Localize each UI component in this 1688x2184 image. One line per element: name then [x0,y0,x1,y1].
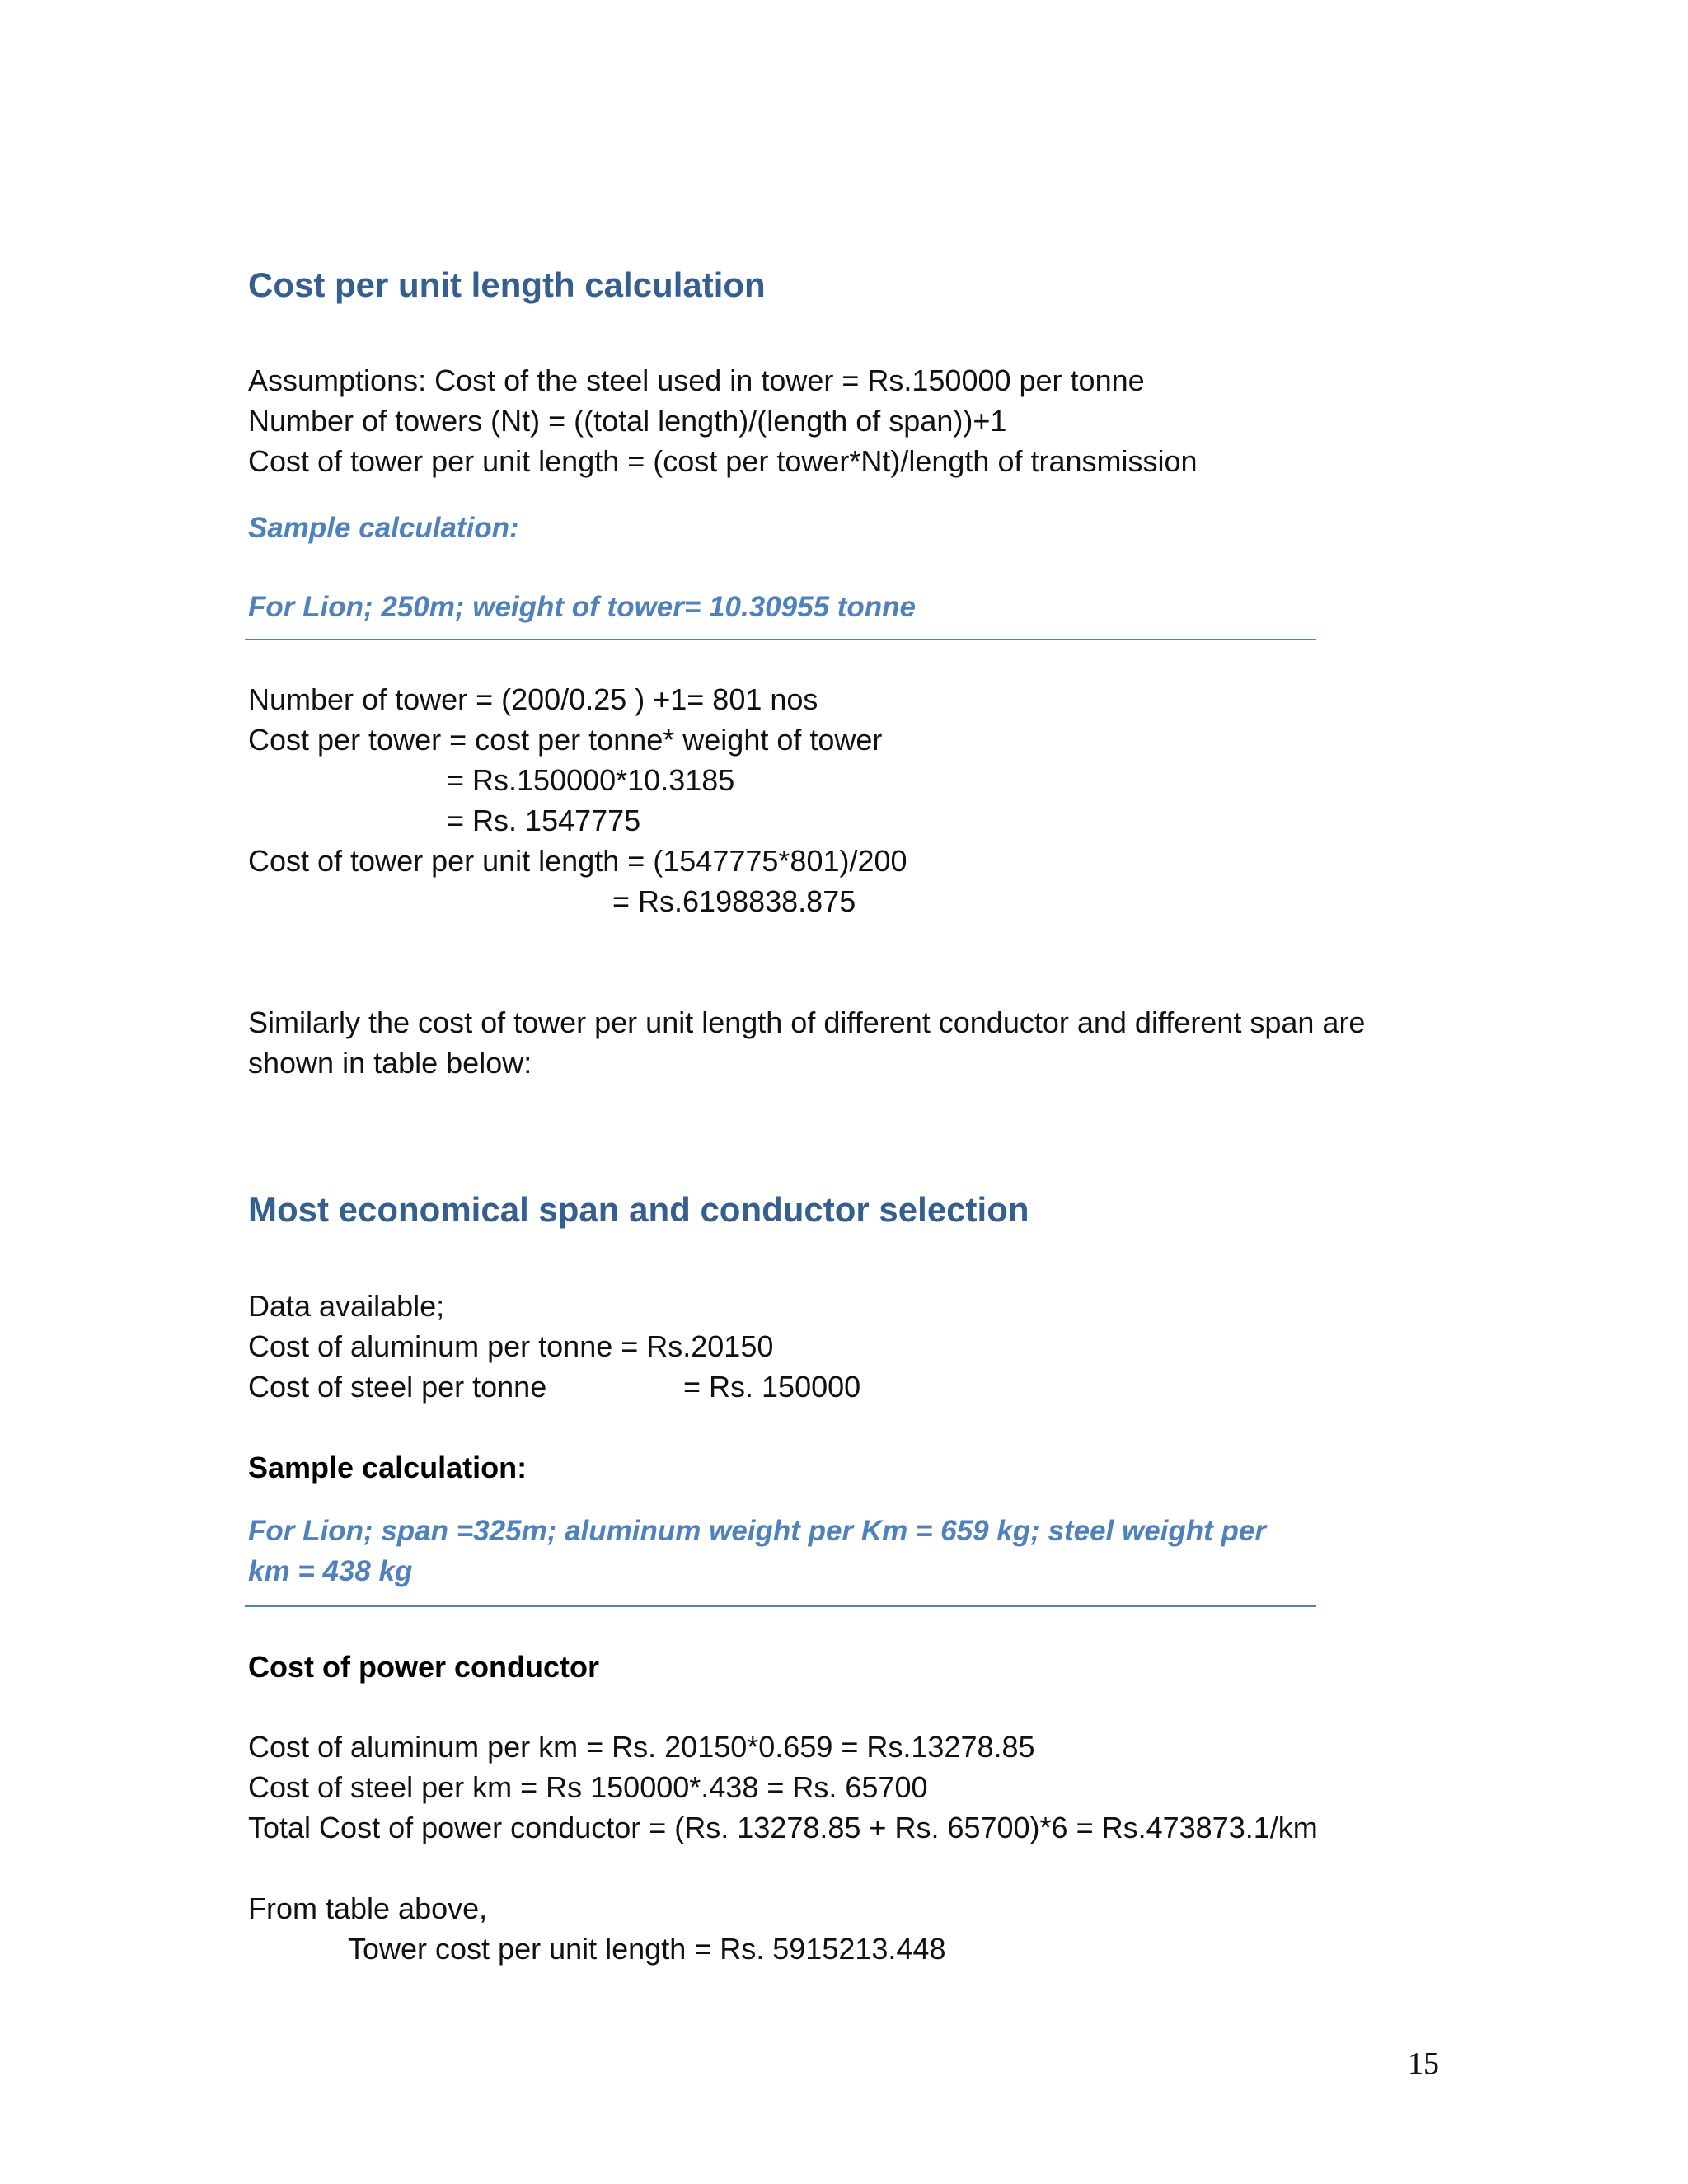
similarly-text: shown in table below: [248,1046,532,1080]
similarly-text: Similarly the cost of tower per unit length of different conductor and different span are [248,1005,1366,1039]
data-line-value: = Rs. 150000 [683,1370,861,1404]
data-line: Data available; [248,1289,445,1323]
from-table-text: From table above, [248,1891,488,1925]
data-line: Cost of steel per tonne [248,1370,547,1404]
sample-calculation-label: Sample calculation: [248,1451,528,1484]
data-line: Cost of aluminum per tonne = Rs.20150 [248,1329,774,1363]
calc-line: Total Cost of power conductor = (Rs. 13278.85 + Rs. 65700)*6 = Rs.473873.1/km [248,1811,1318,1844]
towers-formula-line: Number of towers (Nt) = ((total length)/(length of span))+1 [248,404,1007,438]
page-number: 15 [1408,2046,1439,2081]
calc-line: Cost of steel per km = Rs 150000*.438 = Rs. 65700 [248,1770,928,1804]
assumption-line: Assumptions: Cost of the steel used in tower = Rs.150000 per tonne [248,363,1145,397]
cost-of-power-conductor-heading: Cost of power conductor [248,1650,599,1684]
calc-line: Cost of tower per unit length = (1547775*801)/200 [248,844,907,878]
tower-cost-line: Tower cost per unit length = Rs. 5915213.448 [348,1932,946,1966]
sample-calculation-label: Sample calculation: [248,512,519,544]
section-heading-economical-span: Most economical span and conductor selection [248,1190,1029,1229]
calc-line: Cost of aluminum per km = Rs. 20150*0.659 = Rs.13278.85 [248,1730,1035,1764]
calc-line: = Rs.150000*10.3185 [447,763,735,797]
divider-rule [245,1605,1316,1607]
section-heading-cost-per-unit-length: Cost per unit length calculation [248,265,766,304]
sample-case-lion-325m: km = 438 kg [248,1555,413,1587]
calc-line: = Rs.6198838.875 [612,884,856,918]
sample-case-lion-325m: For Lion; span =325m; aluminum weight per Km = 659 kg; steel weight per [248,1515,1266,1547]
calc-line: Cost per tower = cost per tonne* weight of tower [248,723,883,757]
tower-cost-formula-line: Cost of tower per unit length = (cost per tower*Nt)/length of transmission [248,444,1198,478]
sample-case-lion-250m: For Lion; 250m; weight of tower= 10.30955 tonne [248,591,917,623]
calc-line: Number of tower = (200/0.25 ) +1= 801 nos [248,682,818,716]
calc-line: = Rs. 1547775 [447,804,641,837]
divider-rule [245,639,1316,640]
